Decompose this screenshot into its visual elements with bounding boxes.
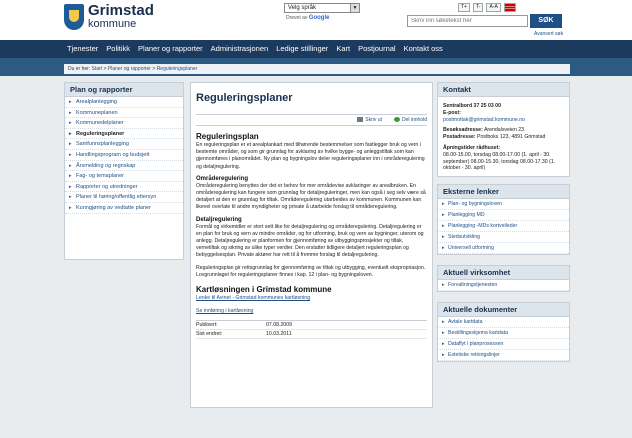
menu-link[interactable]: Rapporter og utredninger: [76, 183, 138, 190]
external-links-box: [437, 184, 570, 255]
list-item[interactable]: [438, 243, 569, 254]
driven-by-label: Drevet av: [286, 15, 308, 21]
paragraph: Områderegulering benyttes der det er behov for mer områdevise avklaringer av arealbruken. En områderegulering kan fungere som grunnlag for detaljreguleringer, men kan også i seg selv være så detaljert at den er grunnlag for tiltak. Områderegulering utarbeides av kommunen. Kommunen kan likevel overlate til andre myndigheter og private å utarbeide forslag til områderegulering.: [196, 182, 426, 211]
advanced-search-link[interactable]: Avansert søk: [534, 31, 564, 37]
list-item-active[interactable]: [65, 129, 183, 140]
map-solution-link[interactable]: Lenke til Avinet - Grimstad kommunes kartløsning: [196, 295, 311, 302]
email-link[interactable]: postmottak@grimstad.kommune.no: [443, 116, 525, 123]
list-item[interactable]: [65, 192, 183, 203]
breadcrumb-current[interactable]: Reguleringsplaner: [156, 66, 198, 72]
external-link[interactable]: Universell utforming: [448, 245, 494, 252]
main-content: [190, 82, 433, 408]
main-nav: [0, 40, 632, 58]
language-select-label: Velg språk: [288, 5, 317, 11]
list-item[interactable]: [438, 232, 569, 243]
list-item[interactable]: [65, 139, 183, 150]
switchboard-phone: Sentralbord 37 25 03 00: [443, 103, 501, 109]
list-item[interactable]: [438, 199, 569, 210]
language-select[interactable]: [284, 3, 360, 13]
breadcrumb-start[interactable]: Start: [91, 66, 103, 72]
list-item[interactable]: [438, 328, 569, 339]
english-flag-icon[interactable]: [504, 3, 516, 12]
external-link[interactable]: Stedsutvikling: [448, 234, 481, 241]
external-link[interactable]: Plan- og bygningsloven: [448, 201, 502, 208]
menu-link[interactable]: Reguleringsplaner: [76, 130, 125, 137]
nav-politikk[interactable]: Politikk: [106, 44, 131, 53]
published-row: [196, 321, 427, 330]
text-size-controls: [458, 3, 516, 12]
updated-row: [196, 330, 427, 339]
documents-title: Aktuelle dokumenter: [438, 303, 569, 317]
list-item[interactable]: [65, 182, 183, 193]
text-larger-button[interactable]: T+: [458, 3, 470, 12]
list-item[interactable]: [65, 203, 183, 214]
visit-address: Arendalsveien 23: [483, 127, 525, 134]
external-link[interactable]: Planlegging MD: [448, 212, 485, 219]
document-link[interactable]: Estetiske retningslinjer: [448, 352, 500, 359]
paragraph: Formål og virkemidler er stort sett like for detaljregulering og områderegulering. Detaljregulering er en plan for bruk og vern av mindre områder, og for utforming, bruk og vern av bygninger, uterom og anlegg. Detaljregulering er planformen for gjennomføring av utbyggingsprosjekter og tiltak, vernetiltak og sikring av ulike typer verdier. Den erstatter tidligere detaljert reguleringsplan og bebyggelsesplan. Private aktører har rett til å fremme forslag til detaljregulering.: [196, 223, 424, 259]
list-item[interactable]: [438, 317, 569, 328]
list-item[interactable]: [438, 350, 569, 361]
chevron-down-icon: ▼: [350, 4, 359, 12]
list-item[interactable]: [65, 108, 183, 119]
breadcrumb: [64, 64, 570, 74]
section-heading: Kartløsningen i Grimstad kommune: [196, 285, 332, 295]
documents-box: [437, 302, 570, 362]
nav-postjournal[interactable]: Postjournal: [358, 44, 396, 53]
subsection-heading: Områderegulering: [196, 175, 249, 182]
menu-link[interactable]: Årsmelding og regnskap: [76, 162, 136, 169]
document-link[interactable]: Bestillingsskjema kartdata: [448, 330, 508, 337]
current-activity-title: Aktuell virksomhet: [438, 266, 569, 280]
post-address: Postboks 123, 4891 Grimstad: [477, 134, 546, 141]
visit-label: Besøksadresse:: [443, 127, 483, 134]
breadcrumb-prefix: Du er her:: [68, 66, 91, 72]
right-column: [437, 82, 570, 366]
list-item[interactable]: [438, 210, 569, 221]
google-brand: Google: [308, 15, 330, 21]
updated-value: 10.03.2011: [266, 331, 292, 338]
nav-planer-og-rapporter[interactable]: Planer og rapporter: [138, 44, 203, 53]
nav-kontakt-oss[interactable]: Kontakt oss: [403, 44, 443, 53]
list-item[interactable]: [65, 171, 183, 182]
print-label: Skriv ut: [365, 117, 382, 123]
search-input[interactable]: [407, 15, 528, 27]
contact-box: [437, 82, 570, 177]
nav-kart[interactable]: Kart: [336, 44, 351, 53]
nav-administrasjonen[interactable]: Administrasjonen: [210, 44, 269, 53]
menu-link[interactable]: Kommunedelplaner: [76, 120, 124, 127]
contact-title: Kontakt: [438, 83, 569, 97]
paragraph: En reguleringsplan er et arealplankart med tilhørende bestemmelser som fastlegger bruk og vern i bestemte områder, og som gir grunnlag for avklaring av hvilke bygge- og anleggstiltak som kan gjennomføres i planområdet. Ny plan og bygningslov deler reguleringsplaner inn i områderegulering og detaljregulering.: [196, 142, 425, 170]
current-activity-box: [437, 265, 570, 292]
menu-link[interactable]: Handlingsprogram og budsjett: [76, 151, 150, 158]
map-intro-link[interactable]: Se innføring i kartløsning: [196, 308, 254, 315]
menu-link[interactable]: Kommuneplanen: [76, 109, 118, 116]
share-label: Del innhold: [401, 117, 427, 123]
document-link[interactable]: Dataflyt i planprosessen: [448, 341, 504, 348]
list-item[interactable]: [438, 221, 569, 232]
nav-tjenester[interactable]: Tjenester: [67, 44, 99, 53]
section-menu-list: [65, 97, 183, 214]
text-smaller-button[interactable]: T-: [473, 3, 483, 12]
page-meta: [196, 320, 427, 339]
nav-ledige-stillinger[interactable]: Ledige stillinger: [276, 44, 329, 53]
article-tools: [196, 114, 427, 126]
brand-sub: kommune: [88, 18, 137, 30]
breadcrumb-separator: >: [150, 66, 157, 72]
opening-hours: 08.00-15.00, torsdag 08.00-17.00 (1. april - 30. september) 08.00-15.30, torsdag 08.00-17.30 (1. oktober - 30. april): [443, 151, 556, 172]
list-item[interactable]: [65, 150, 183, 161]
menu-link[interactable]: Fag- og temaplaner: [76, 173, 124, 180]
municipality-logo[interactable]: [64, 4, 154, 30]
search-button[interactable]: SØK: [530, 14, 562, 28]
email-label: E-post:: [443, 109, 461, 116]
share-button[interactable]: [394, 117, 427, 123]
menu-link[interactable]: Kunngjøring av vedtatte planer: [76, 204, 151, 211]
post-label: Postadresse:: [443, 134, 476, 141]
menu-link[interactable]: Arealplanlegging: [76, 99, 117, 105]
breadcrumb-separator: >: [102, 66, 108, 72]
activity-link[interactable]: Forvaltningstjenesten: [448, 282, 498, 289]
translate-credit: [286, 15, 329, 21]
print-button[interactable]: [357, 117, 382, 123]
list-item[interactable]: [65, 97, 183, 108]
list-item[interactable]: [438, 339, 569, 350]
external-links-title: Eksterne lenker: [438, 185, 569, 199]
brand-name: Grimstad: [88, 2, 154, 19]
published-label: Publisert:: [196, 322, 218, 329]
share-icon: [394, 117, 400, 122]
published-value: 07.08.2009: [266, 322, 292, 329]
page-title: Reguleringsplaner: [196, 92, 293, 104]
updated-label: Sist endret:: [196, 331, 223, 338]
external-link[interactable]: Planlegging -MDs kortveileder: [448, 223, 518, 230]
section-menu: [64, 82, 184, 260]
section-heading: Reguleringsplan: [196, 132, 259, 141]
list-item[interactable]: [65, 118, 183, 129]
text-reset-button[interactable]: A-A: [486, 3, 500, 12]
breadcrumb-planer[interactable]: Planer og rapporter: [107, 66, 151, 72]
section-menu-title: Plan og rapporter: [65, 83, 183, 97]
coat-of-arms-icon: [64, 4, 84, 30]
menu-link[interactable]: Planer til høring/offentlig ettersyn: [76, 194, 157, 201]
subsection-heading: Detaljregulering: [196, 216, 242, 223]
menu-link[interactable]: Samfunnsplanlegging: [76, 141, 129, 148]
header: [0, 0, 632, 40]
printer-icon: [357, 117, 363, 122]
hours-label: Åpningstider rådhuset:: [443, 144, 501, 151]
list-item[interactable]: [438, 280, 569, 291]
paragraph: Reguleringsplan gir rettsgrunnlag for gjennomføring av tiltak og utbygging, eventuelt ekspropriasjon. Lovgrunnlaget for reguleringsplaner finnes i kap. 12 i plan- og bygningsloven.: [196, 264, 426, 278]
list-item[interactable]: [65, 161, 183, 172]
document-link[interactable]: Avtale kartdata: [448, 319, 483, 326]
